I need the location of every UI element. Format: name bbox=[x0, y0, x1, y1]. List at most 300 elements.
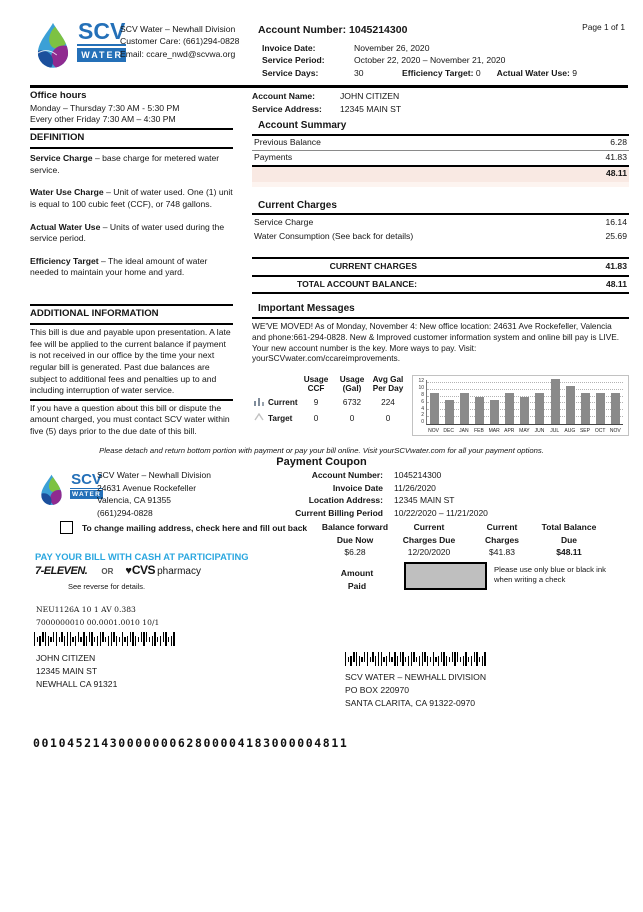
barcode-bar bbox=[383, 657, 384, 662]
amount-column-header: Current bbox=[413, 522, 445, 532]
usage-bar bbox=[581, 393, 590, 424]
change-address-row bbox=[60, 521, 307, 534]
account-name-value: JOHN CITIZEN bbox=[340, 91, 400, 101]
barcode-bar bbox=[394, 652, 395, 666]
charge-row bbox=[252, 215, 629, 229]
barcode-bar bbox=[80, 637, 81, 642]
account-number-heading bbox=[258, 24, 407, 36]
usage-table-rows bbox=[252, 397, 406, 424]
barcode-bar bbox=[48, 636, 49, 646]
left-column bbox=[30, 90, 233, 438]
x-tick-label: JUN bbox=[534, 427, 545, 433]
chart-plot-area bbox=[426, 380, 623, 425]
current-charges-title: Current Charges bbox=[252, 200, 629, 216]
barcode-bar bbox=[454, 652, 455, 666]
coupon-field-row bbox=[258, 469, 514, 482]
usage-value: 0 bbox=[313, 413, 319, 423]
office-hours-title: Office hours bbox=[30, 90, 87, 101]
barcode-bar bbox=[124, 637, 125, 642]
barcode-bar bbox=[53, 632, 54, 642]
amount-column bbox=[392, 521, 466, 557]
remit-mail-barcode bbox=[345, 652, 487, 666]
barcode-bar bbox=[359, 656, 360, 666]
barcode-bar bbox=[59, 637, 60, 642]
ink-instruction: Please use only blue or black ink when writing a check bbox=[494, 565, 606, 584]
logo-text bbox=[77, 18, 126, 62]
x-tick-label: OCT bbox=[594, 427, 606, 433]
amount-paid-line1: Amount bbox=[340, 568, 374, 578]
chart-plot-wrap bbox=[426, 380, 623, 433]
x-tick-label: DEC bbox=[443, 427, 454, 433]
remit-address-line: SCV Water – Newhall Division bbox=[97, 470, 211, 480]
barcode-bar bbox=[111, 632, 112, 646]
barcode-bar bbox=[465, 652, 466, 666]
usage-bar bbox=[551, 379, 560, 423]
definition-term: Efficiency Target bbox=[30, 255, 99, 266]
target-marker-icon bbox=[252, 413, 268, 425]
usage-row bbox=[252, 413, 406, 425]
office-hours-line: Every other Friday 7:30 AM – 4:30 PM bbox=[30, 114, 176, 125]
current-charges-total-value: 41.83 bbox=[605, 261, 627, 272]
x-tick-label: FEB bbox=[474, 427, 484, 433]
usage-bar bbox=[445, 400, 454, 424]
x-tick-label: NOV bbox=[428, 427, 439, 433]
barcode-bar bbox=[86, 636, 87, 646]
barcode-bar bbox=[482, 656, 483, 666]
usage-ccf-header: Usage CCF bbox=[303, 374, 329, 394]
chart-x-axis-labels bbox=[426, 425, 623, 433]
barcode-bar bbox=[438, 656, 439, 666]
cash-partner-logos bbox=[35, 563, 201, 577]
summary-row-label: Payments bbox=[254, 152, 293, 163]
amount-paid-label bbox=[336, 567, 378, 592]
additional-info-paragraph-2: If you have a question about this bill or dispute the amount charged, you must contact SCV water within five (5) days prior to the due date of this bill. bbox=[30, 402, 230, 436]
barcode-bar bbox=[378, 652, 379, 666]
barcode-bar bbox=[402, 652, 403, 666]
charge-row bbox=[252, 229, 629, 243]
seven-eleven-logo: 7-ELEVEN. bbox=[35, 565, 88, 577]
logo-scv-text: SCV bbox=[78, 18, 126, 44]
coupon-field-value: 1045214300 bbox=[394, 470, 442, 480]
barcode-bar bbox=[460, 657, 461, 662]
amount-column-value: $41.83 bbox=[489, 547, 515, 558]
barcode-bar bbox=[154, 632, 155, 646]
mail-meta-line-2: 7000000010 00.0001.0010 10/1 bbox=[36, 618, 160, 627]
account-name-label: Account Name: bbox=[252, 91, 316, 101]
efficiency-target-value: 0 bbox=[475, 67, 481, 78]
remit-address-line: 24631 Avenue Rockefeller bbox=[97, 482, 197, 493]
barcode-bar bbox=[50, 637, 51, 642]
x-tick-label: APR bbox=[504, 427, 515, 433]
logo-scv-text: SCV bbox=[71, 471, 102, 488]
see-reverse-note: See reverse for details. bbox=[68, 582, 146, 591]
barcode-bar bbox=[430, 657, 431, 662]
account-summary-title: Account Summary bbox=[252, 120, 629, 136]
company-division: SCV Water – Newhall Division bbox=[120, 24, 236, 34]
y-tick-label: 10 bbox=[418, 385, 424, 392]
x-tick-label: MAY bbox=[519, 427, 530, 433]
barcode-bar bbox=[484, 652, 485, 666]
usage-bar bbox=[475, 397, 484, 424]
office-hours-lines bbox=[30, 103, 233, 126]
coupon-field-row bbox=[258, 494, 514, 507]
barcode-bar bbox=[463, 656, 464, 666]
barcode-bar bbox=[424, 652, 425, 662]
usage-value: 0 bbox=[385, 413, 391, 423]
usage-value: 224 bbox=[381, 398, 395, 408]
or-label: OR bbox=[101, 567, 114, 576]
service-address-label: Service Address: bbox=[252, 103, 322, 114]
water-drop-icon bbox=[36, 21, 70, 70]
important-messages-title: Important Messages bbox=[252, 303, 629, 319]
barcode-bar bbox=[119, 637, 120, 642]
usage-row bbox=[252, 397, 406, 410]
usage-row-name bbox=[252, 397, 298, 410]
barcode-bar bbox=[422, 652, 423, 666]
charge-row-value: 25.69 bbox=[605, 230, 627, 241]
barcode-bar bbox=[389, 652, 390, 662]
y-tick-label: 12 bbox=[418, 378, 424, 385]
barcode-bar bbox=[416, 657, 417, 662]
barcode-bar bbox=[130, 632, 131, 642]
barcode-bar bbox=[108, 636, 109, 646]
definition-text: – base charge for metered water service. bbox=[30, 153, 220, 175]
barcode-bar bbox=[443, 652, 444, 666]
mail-meta-line-1: NEU1126A 10 1 AV 0.383 bbox=[36, 605, 136, 614]
summary-row bbox=[252, 136, 629, 151]
barcode-bar bbox=[372, 652, 373, 662]
barcode-bar bbox=[452, 652, 453, 662]
barcode-bar bbox=[479, 657, 480, 662]
barcode-bar bbox=[400, 652, 401, 662]
amount-column-value: 12/20/2020 bbox=[407, 547, 451, 558]
usage-gal-header: Usage (Gal) bbox=[339, 374, 365, 394]
summary-row-label: Previous Balance bbox=[254, 137, 321, 148]
barcode-bar bbox=[449, 657, 450, 662]
important-messages-body: WE'VE MOVED! As of Monday, November 4: New office location: 24631 Ave Rockefeller, Valencia and phone:661-294-0828. New & Improved customer information system and online bill pay is LIVE. Your new account number is the key. More ways to pay. Visit: yourSCVwater.com/ccareimprovements. bbox=[252, 321, 620, 364]
customer-mailing-address bbox=[36, 652, 117, 691]
amount-paid-entry-box[interactable] bbox=[404, 562, 487, 590]
definition-term: Actual Water Use bbox=[30, 221, 101, 232]
barcode-bar bbox=[39, 636, 40, 646]
remit-address-line: (661)294-0828 bbox=[97, 507, 153, 518]
coupon-field-value: 12345 MAIN ST bbox=[394, 495, 455, 506]
usage-bar bbox=[566, 386, 575, 423]
usage-bar bbox=[596, 393, 605, 424]
usage-bar bbox=[611, 393, 620, 424]
customer-address-line: JOHN CITIZEN bbox=[36, 653, 96, 663]
barcode-bar bbox=[165, 632, 166, 646]
barcode-bar bbox=[61, 632, 62, 642]
amount-column bbox=[318, 521, 392, 557]
barcode-bar bbox=[427, 656, 428, 666]
x-tick-label: JAN bbox=[459, 427, 469, 433]
barcode-bar bbox=[367, 652, 368, 666]
current-marker-icon bbox=[252, 397, 268, 410]
divider bbox=[30, 147, 233, 149]
charge-row-value: 16.14 bbox=[605, 216, 627, 227]
customer-address-line: NEWHALL CA 91321 bbox=[36, 679, 118, 689]
service-period-label: Service Period: bbox=[262, 55, 325, 66]
barcode-bar bbox=[433, 652, 434, 666]
barcode-bar bbox=[375, 656, 376, 666]
usage-row-name bbox=[252, 413, 298, 425]
cvs-logo: CVS bbox=[131, 563, 156, 577]
definition-title: DEFINITION bbox=[30, 132, 85, 144]
barcode-bar bbox=[116, 636, 117, 646]
barcode-bar bbox=[356, 652, 357, 666]
barcode-bar bbox=[163, 632, 164, 642]
scv-water-logo bbox=[36, 18, 126, 70]
amount-column bbox=[466, 521, 538, 557]
y-tick-label: 8 bbox=[421, 391, 424, 398]
definition-text: – Units of water used during the service period. bbox=[30, 221, 225, 244]
x-tick-label: JUL bbox=[550, 427, 560, 433]
coupon-field-row bbox=[258, 507, 514, 520]
barcode-bar bbox=[83, 632, 84, 646]
y-tick-label: 6 bbox=[421, 398, 424, 405]
payment-coupon-title: Payment Coupon bbox=[276, 456, 367, 468]
barcode-bar bbox=[411, 652, 412, 666]
barcode-bar bbox=[348, 657, 349, 662]
efficiency-target-label: Efficiency Target: bbox=[402, 67, 474, 78]
amount-column-header: Due bbox=[560, 534, 578, 545]
definitions-list bbox=[30, 153, 233, 279]
barcode-bar bbox=[91, 632, 92, 646]
barcode-bar bbox=[345, 652, 346, 666]
coupon-amount-columns bbox=[318, 521, 600, 557]
usage-value: 6732 bbox=[342, 398, 362, 408]
x-tick-label: SEP bbox=[579, 427, 590, 433]
barcode-bar bbox=[441, 652, 442, 662]
company-address-line: SCV WATER – NEWHALL DIVISION bbox=[345, 672, 487, 682]
amount-column-header: Current bbox=[486, 522, 518, 532]
barcode-bar bbox=[143, 632, 144, 646]
actual-water-use-value: 9 bbox=[572, 67, 578, 78]
additional-info-paragraph-1: This bill is due and payable upon presentation. A late fee will be applied to the current balance if payment is not received in our office by the time your next regular bill is generated. Past due balances are subject to additional fees and penalties up to and including interruption of water service. bbox=[30, 327, 231, 396]
water-drop-icon bbox=[40, 473, 63, 507]
barcode-bar bbox=[435, 657, 436, 662]
barcode-bar bbox=[122, 632, 123, 646]
barcode-bar bbox=[67, 632, 68, 646]
usage-bar bbox=[505, 393, 514, 424]
coupon-field-label: Location Address: bbox=[308, 495, 383, 506]
office-hours-line: Monday – Thursday 7:30 AM - 5:30 PM bbox=[30, 102, 180, 113]
barcode-bar bbox=[100, 632, 101, 646]
barcode-bar bbox=[173, 632, 174, 646]
usage-history-chart bbox=[412, 375, 629, 436]
logo-water-text: WATER bbox=[77, 48, 126, 62]
definition-item bbox=[30, 187, 233, 210]
barcode-bar bbox=[141, 632, 142, 642]
barcode-bar bbox=[405, 657, 406, 662]
barcode-bar bbox=[476, 652, 477, 666]
barcode-bar bbox=[413, 652, 414, 662]
barcode-bar bbox=[419, 656, 420, 666]
pay-cash-headline: PAY YOUR BILL WITH CASH AT PARTICIPATING bbox=[35, 551, 249, 562]
barcode-bar bbox=[391, 657, 392, 662]
current-charges-total-row bbox=[252, 257, 629, 275]
total-account-balance-label: TOTAL ACCOUNT BALANCE: bbox=[297, 278, 417, 289]
service-address-row bbox=[252, 103, 629, 116]
barcode-bar bbox=[381, 652, 382, 666]
barcode-bar bbox=[457, 652, 458, 662]
barcode-bar bbox=[157, 637, 158, 642]
definition-term: Service Charge bbox=[30, 153, 93, 164]
barcode-bar bbox=[146, 632, 147, 642]
company-address-line: PO BOX 220970 bbox=[345, 685, 410, 695]
invoice-meta bbox=[262, 42, 628, 79]
actual-water-use-label: Actual Water Use: bbox=[496, 67, 570, 78]
usage-value: 9 bbox=[313, 398, 319, 408]
scv-water-logo-coupon bbox=[40, 473, 103, 507]
barcode-bar bbox=[474, 652, 475, 662]
barcode-bar bbox=[56, 632, 57, 646]
usage-row-label: Target bbox=[268, 413, 293, 423]
barcode-bar bbox=[160, 636, 161, 646]
company-address-line: SANTA CLARITA, CA 91322-0970 bbox=[345, 698, 476, 708]
account-summary-rows bbox=[252, 136, 629, 167]
coupon-field-label: Account Number: bbox=[311, 470, 383, 480]
barcode-bar bbox=[78, 632, 79, 642]
amount-column-header: Charges Due bbox=[402, 534, 456, 545]
barcode-bar bbox=[397, 656, 398, 666]
barcode-bar bbox=[386, 656, 387, 666]
barcode-bar bbox=[138, 637, 139, 642]
total-account-balance-value: 48.11 bbox=[605, 278, 627, 289]
right-column bbox=[252, 90, 629, 436]
barcode-bar bbox=[152, 636, 153, 646]
change-address-checkbox[interactable] bbox=[60, 521, 73, 534]
additional-info-title: ADDITIONAL INFORMATION bbox=[30, 308, 159, 320]
barcode-bar bbox=[97, 636, 98, 646]
barcode-bar bbox=[70, 632, 71, 646]
service-days-value: 30 bbox=[354, 67, 364, 78]
total-account-balance-row bbox=[252, 275, 629, 295]
coupon-field-row bbox=[258, 482, 514, 495]
change-address-label: To change mailing address, check here and fill out back bbox=[82, 523, 308, 533]
barcode-bar bbox=[75, 636, 76, 646]
barcode-bar bbox=[105, 637, 106, 642]
definition-item bbox=[30, 256, 233, 279]
definition-text: – The ideal amount of water needed to maintain your home and yard. bbox=[30, 255, 208, 278]
barcode-bar bbox=[72, 637, 73, 642]
amount-column-header: Total Balance bbox=[541, 522, 597, 532]
summary-total-row bbox=[252, 167, 629, 182]
amount-column bbox=[538, 521, 600, 557]
usage-bar bbox=[460, 393, 469, 424]
charge-row-label: Service Charge bbox=[254, 216, 314, 227]
account-number-label: Account Number: bbox=[258, 24, 347, 36]
barcode-bar bbox=[468, 657, 469, 662]
usage-bar bbox=[430, 393, 439, 424]
barcode-bar bbox=[89, 632, 90, 642]
coupon-account-fields bbox=[258, 469, 514, 519]
barcode-bar bbox=[350, 656, 351, 666]
coupon-field-value: 11/26/2020 bbox=[394, 482, 436, 493]
barcode-bar bbox=[127, 636, 128, 646]
company-mailing-address bbox=[345, 671, 486, 710]
barcode-bar bbox=[37, 637, 38, 642]
invoice-date-row bbox=[262, 42, 628, 54]
page-indicator: Page 1 of 1 bbox=[582, 22, 625, 32]
barcode-bar bbox=[168, 637, 169, 642]
remit-address-line: Valencia, CA 91355 bbox=[97, 495, 172, 506]
barcode-bar bbox=[132, 632, 133, 646]
coupon-field-label: Invoice Date bbox=[332, 482, 383, 493]
company-email: Email: ccare_nwd@scvwa.org bbox=[120, 48, 236, 59]
account-name-row bbox=[252, 90, 629, 103]
barcode-bar bbox=[135, 636, 136, 646]
barcode-bar bbox=[102, 632, 103, 642]
definition-term: Water Use Charge bbox=[30, 187, 104, 198]
usage-bar bbox=[535, 393, 544, 424]
barcode-bar bbox=[45, 632, 46, 646]
usage-table bbox=[252, 375, 406, 436]
barcode-bar bbox=[370, 657, 371, 662]
barcode-bar bbox=[113, 632, 114, 642]
amount-column-header: Charges bbox=[484, 534, 519, 545]
amount-column-header: Balance forward bbox=[321, 522, 389, 532]
divider bbox=[30, 304, 233, 306]
chart-bars bbox=[427, 380, 623, 424]
header-divider bbox=[30, 85, 628, 88]
barcode-bar bbox=[149, 637, 150, 642]
service-period-row bbox=[262, 54, 628, 66]
company-info bbox=[120, 23, 239, 60]
coupon-field-value: 10/22/2020 – 11/21/2020 bbox=[394, 507, 488, 518]
barcode-bar bbox=[64, 636, 65, 646]
divider bbox=[30, 128, 233, 130]
barcode-bar bbox=[408, 656, 409, 666]
summary-total-value: 48.11 bbox=[605, 168, 627, 179]
barcode-bar bbox=[42, 632, 43, 642]
barcode-bar bbox=[446, 656, 447, 666]
usage-value: 0 bbox=[349, 413, 355, 423]
barcode-bar bbox=[361, 657, 362, 662]
summary-row bbox=[252, 151, 629, 167]
usage-bar bbox=[520, 397, 529, 424]
company-customer-care: Customer Care: (661)294-0828 bbox=[120, 36, 240, 47]
service-period-value: October 22, 2020 – November 21, 2020 bbox=[354, 55, 506, 66]
coupon-field-label: Current Billing Period bbox=[295, 507, 383, 518]
definition-item bbox=[30, 153, 233, 176]
y-tick-label: 0 bbox=[421, 419, 424, 426]
y-tick-label: 4 bbox=[421, 405, 424, 412]
x-tick-label: NOV bbox=[609, 427, 621, 433]
barcode-bar bbox=[34, 632, 35, 646]
definition-item bbox=[30, 222, 233, 245]
amount-column-header: Due Now bbox=[336, 534, 374, 545]
amount-column-value: $6.28 bbox=[344, 547, 366, 558]
current-charges-total-label: CURRENT CHARGES bbox=[329, 261, 417, 272]
ocr-scan-line: 0010452143000000062800004183000004811 bbox=[33, 736, 349, 750]
charge-row-label: Water Consumption (See back for details) bbox=[254, 230, 414, 241]
x-tick-label: MAR bbox=[488, 427, 500, 433]
usage-table-header bbox=[252, 375, 406, 394]
customer-address-line: 12345 MAIN ST bbox=[36, 666, 98, 676]
barcode-bar bbox=[364, 652, 365, 662]
y-tick-label: 2 bbox=[421, 412, 424, 419]
usage-section bbox=[252, 375, 629, 436]
customer-mail-barcode bbox=[34, 632, 176, 646]
detach-instruction: Please detach and return bottom portion with payment or pay your bill online. Visit yourSCVwater.com for all your payment options. bbox=[99, 446, 544, 455]
service-address-value: 12345 MAIN ST bbox=[340, 103, 402, 114]
summary-total-shade bbox=[252, 182, 629, 187]
summary-row-value: 41.83 bbox=[605, 152, 627, 163]
chart-y-axis-labels bbox=[415, 380, 426, 426]
definition-text: – Unit of water used. One (1) unit is equal to 100 cubic feet (CCF), or 748 gallons. bbox=[30, 187, 233, 209]
